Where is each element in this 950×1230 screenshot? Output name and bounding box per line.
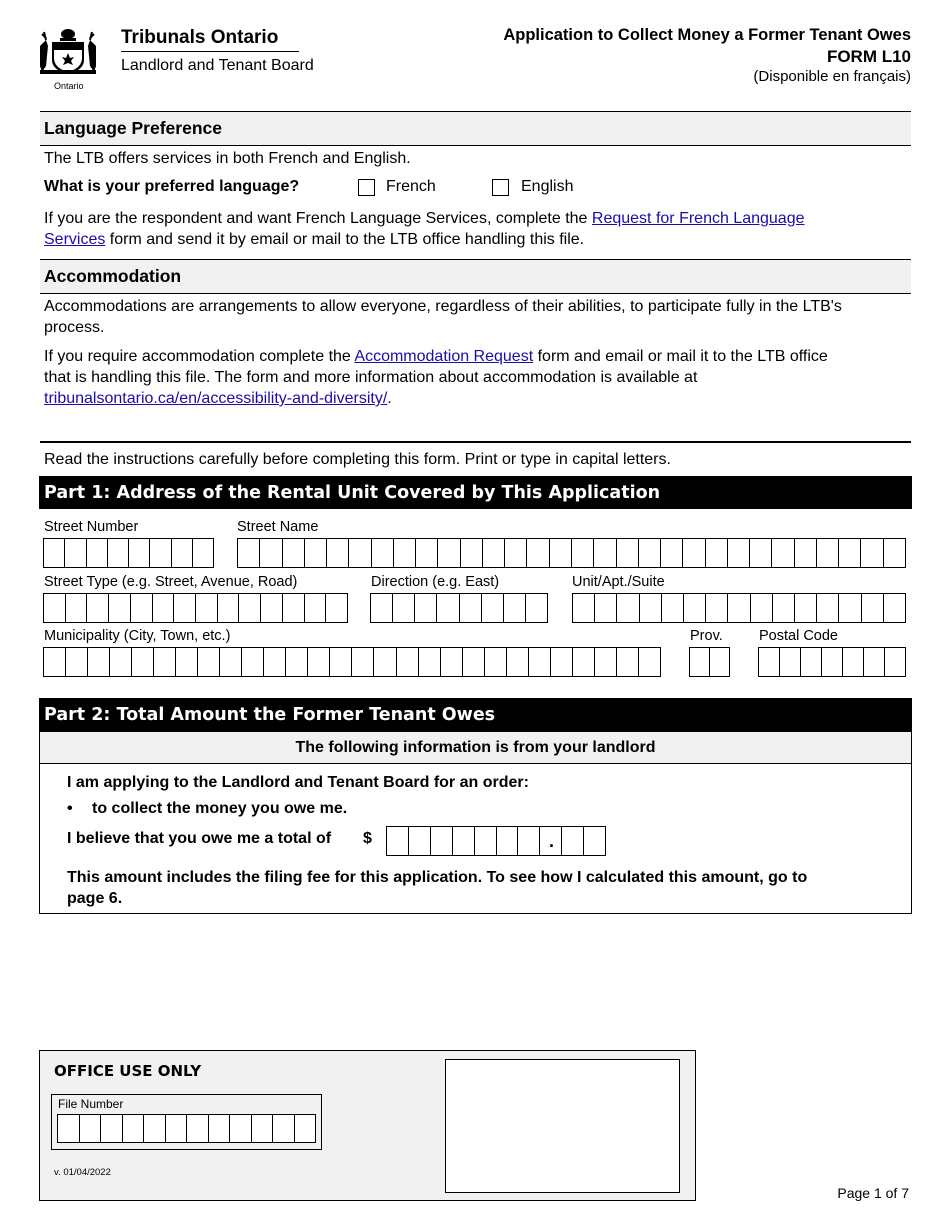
bullet: • xyxy=(67,800,73,817)
municipality-label: Municipality (City, Town, etc.) xyxy=(44,628,231,644)
respondent-text-1: If you are the respondent and want French Language Services, complete the xyxy=(44,210,592,227)
postal-code-label: Postal Code xyxy=(759,628,838,644)
street-type-boxes[interactable] xyxy=(43,593,348,623)
language-heading: Language Preference xyxy=(40,111,911,146)
french-option-label: French xyxy=(386,178,436,195)
board-name: Landlord and Tenant Board xyxy=(121,57,314,74)
accommodation-para2-text1: If you require accommodation complete the xyxy=(44,348,355,365)
filing-fee-note-line2: page 6. xyxy=(67,890,123,907)
accommodation-para1-line1: Accommodations are arrangements to allow everyone, regardless of their abilities, to participate fully in the LTB's xyxy=(44,298,842,315)
unit-label: Unit/Apt./Suite xyxy=(572,574,665,590)
file-number-label: File Number xyxy=(58,1097,124,1111)
currency-symbol: $ xyxy=(363,830,372,847)
form-number: FORM L10 xyxy=(826,47,911,66)
direction-boxes[interactable] xyxy=(370,593,548,623)
part1-heading: Part 1: Address of the Rental Unit Covered by This Application xyxy=(39,476,912,509)
english-option-label: English xyxy=(521,178,574,195)
part2-heading: Part 2: Total Amount the Former Tenant Owes xyxy=(39,698,912,731)
street-number-boxes[interactable] xyxy=(43,538,214,568)
page-number: Page 1 of 7 xyxy=(837,1185,909,1201)
org-divider xyxy=(121,51,299,52)
street-type-label: Street Type (e.g. Street, Avenue, Road) xyxy=(44,574,298,590)
accommodation-period: . xyxy=(387,390,392,407)
office-use-title: OFFICE USE ONLY xyxy=(54,1062,202,1080)
direction-label: Direction (e.g. East) xyxy=(371,574,500,590)
prov-boxes[interactable] xyxy=(689,647,730,677)
accommodation-para2-line2: that is handling this file. The form and more information about accommodation is available at xyxy=(44,369,698,386)
total-owed-label: I believe that you owe me a total of xyxy=(67,830,332,847)
amount-decimal-point: . xyxy=(549,831,555,851)
org-name: Tribunals Ontario xyxy=(121,27,279,48)
respondent-french-text xyxy=(44,208,914,250)
accommodation-para2 xyxy=(44,346,914,409)
part2-subheading: The following information is from your landlord xyxy=(40,732,911,764)
language-intro: The LTB offers services in both French and English. xyxy=(44,150,411,167)
filing-fee-note xyxy=(67,867,897,909)
french-language-request-link[interactable]: Request for French Language xyxy=(591,210,805,227)
bullet-text: to collect the money you owe me. xyxy=(92,800,348,817)
postal-code-boxes[interactable] xyxy=(758,647,906,677)
french-language-request-link-cont[interactable]: Services xyxy=(44,231,106,248)
prov-label: Prov. xyxy=(690,628,723,644)
file-number-boxes[interactable] xyxy=(57,1114,316,1143)
amount-boxes[interactable] xyxy=(386,826,606,856)
crest-caption: Ontario xyxy=(54,81,84,91)
english-checkbox[interactable] xyxy=(492,179,509,196)
language-question: What is your preferred language? xyxy=(44,178,300,195)
accommodation-para1-line2: process. xyxy=(44,319,105,336)
french-checkbox[interactable] xyxy=(358,179,375,196)
accommodation-para1 xyxy=(44,296,914,338)
respondent-text-2: form and send it by email or mail to the LTB office handling this file. xyxy=(105,231,585,248)
instructions-divider xyxy=(40,441,911,443)
accommodation-request-link[interactable]: Accommodation Request xyxy=(354,348,534,365)
street-name-label: Street Name xyxy=(237,519,319,535)
french-availability: (Disponible en français) xyxy=(753,68,911,85)
instructions: Read the instructions carefully before completing this form. Print or type in capital letters. xyxy=(44,451,671,468)
filing-fee-note-line1: This amount includes the filing fee for this application. To see how I calculated this amount, go to xyxy=(67,869,808,886)
form-title: Application to Collect Money a Former Tenant Owes xyxy=(503,26,911,44)
accommodation-heading: Accommodation xyxy=(40,259,911,294)
version-text: v. 01/04/2022 xyxy=(54,1167,111,1178)
street-number-label: Street Number xyxy=(44,519,139,535)
unit-boxes[interactable] xyxy=(572,593,906,623)
office-stamp-area xyxy=(445,1059,680,1193)
accessibility-url-link[interactable]: tribunalsontario.ca/en/accessibility-and-diversity/ xyxy=(44,390,388,407)
municipality-boxes[interactable] xyxy=(43,647,661,677)
accommodation-para2-text2: form and email or mail it to the LTB office xyxy=(533,348,828,365)
street-name-boxes[interactable] xyxy=(237,538,906,568)
applying-statement: I am applying to the Landlord and Tenant Board for an order: xyxy=(67,774,529,791)
